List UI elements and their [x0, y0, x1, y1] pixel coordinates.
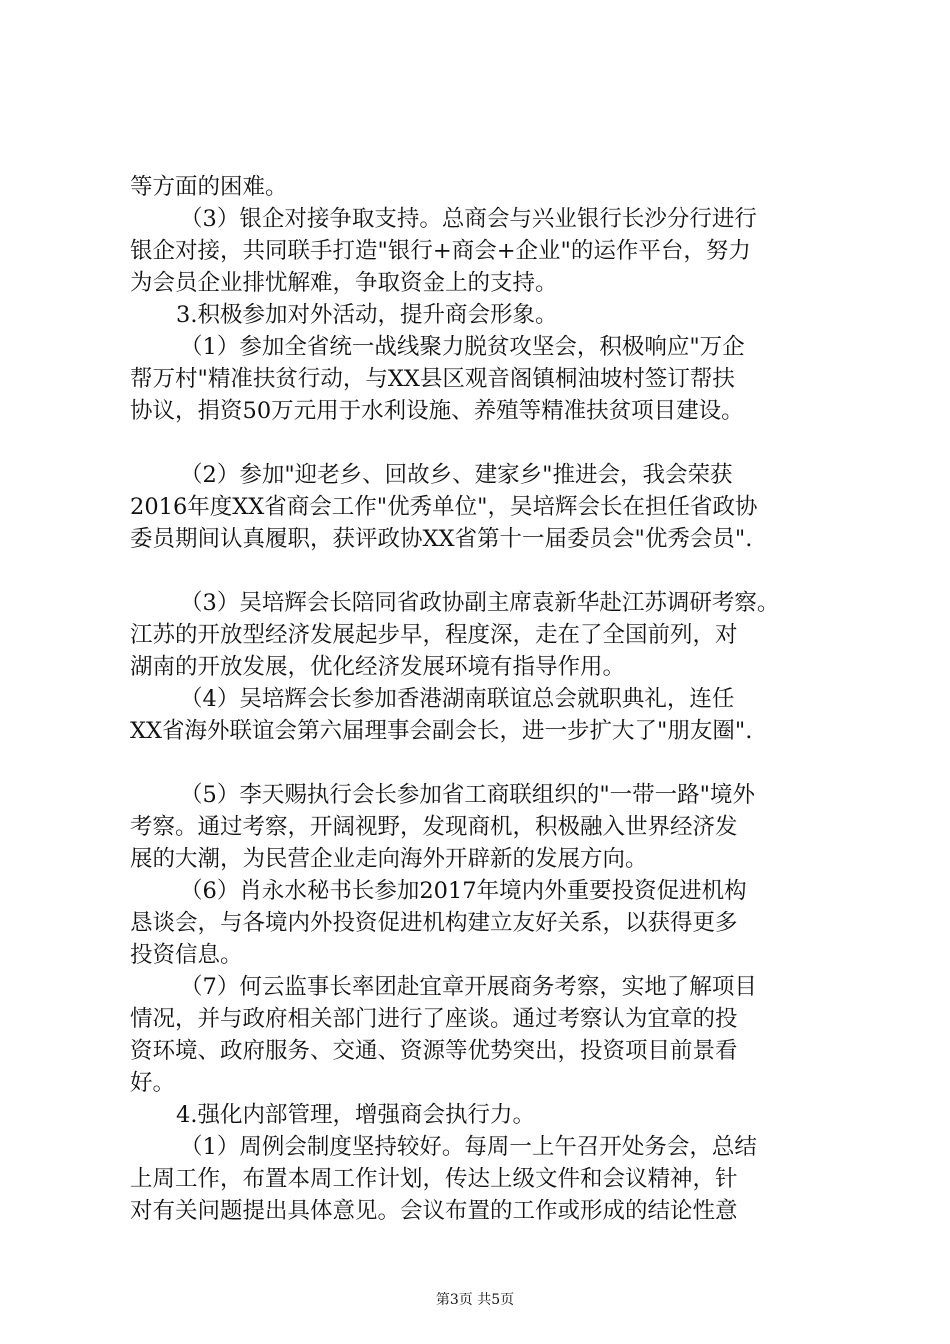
- text-line: （1）参加全省统一战线聚力脱贫攻坚会，积极响应"万企: [180, 334, 745, 360]
- text-line: 好。: [130, 1070, 176, 1096]
- text-line: 等方面的困难。: [130, 174, 288, 200]
- page-footer: 第3页 共5页: [435, 1292, 515, 1308]
- text-line: （6）肖永水秘书长参加2017年境内外重要投资促进机构: [180, 878, 747, 904]
- blank-line: [130, 747, 830, 779]
- text-line: （3）吴培辉会长陪同省政协副主席袁新华赴江苏调研考察。: [180, 590, 780, 616]
- text-line: 考察。通过考察，开阔视野，发现商机，积极融入世界经济发: [130, 814, 738, 840]
- text-line: （5）李天赐执行会长参加省工商联组织的"一带一路"境外: [180, 782, 756, 808]
- text-line: 银企对接，共同联手打造"银行+商会+企业"的运作平台，努力: [130, 238, 751, 264]
- text-line: 委员期间认真履职，获评政协XX省第十一届委员会"优秀会员".: [130, 526, 753, 552]
- text-line: 4.强化内部管理，增强商会执行力。: [176, 1102, 535, 1128]
- text-line: 恳谈会，与各境内外投资促进机构建立友好关系，以获得更多: [130, 910, 738, 936]
- blank-line: [130, 555, 830, 587]
- text-line: 资环境、政府服务、交通、资源等优势突出，投资项目前景看: [130, 1038, 738, 1064]
- text-line: 对有关问题提出具体意见。会议布置的工作或形成的结论性意: [130, 1198, 738, 1224]
- text-line: （4）吴培辉会长参加香港湖南联谊总会就职典礼，连任: [180, 686, 735, 712]
- text-line: （1）周例会制度坚持较好。每周一上午召开处务会，总结: [180, 1134, 757, 1160]
- text-line: XX省海外联谊会第六届理事会副会长，进一步扩大了"朋友圈".: [130, 718, 753, 744]
- text-line: （2）参加"迎老乡、回故乡、建家乡"推进会，我会荣获: [180, 462, 733, 488]
- text-line: 展的大潮，为民营企业走向海外开辟新的发展方向。: [130, 846, 648, 872]
- text-line: 2016年度XX省商会工作"优秀单位"，吴培辉会长在担任省政协: [130, 494, 758, 520]
- document-body: [130, 171, 830, 1227]
- text-line: 情况，并与政府相关部门进行了座谈。通过考察认为宜章的投: [130, 1006, 738, 1032]
- text-line: （7）何云监事长率团赴宜章开展商务考察，实地了解项目: [180, 974, 757, 1000]
- text-line: 3.积极参加对外活动，提升商会形象。: [176, 302, 558, 328]
- text-line: 上周工作，布置本周工作计划，传达上级文件和会议精神，针: [130, 1166, 738, 1192]
- text-line: （3）银企对接争取支持。总商会与兴业银行长沙分行进行: [180, 206, 757, 232]
- text-line: 江苏的开放型经济发展起步早，程度深，走在了全国前列，对: [130, 622, 738, 648]
- text-line: 协议，捐资50万元用于水利设施、养殖等精准扶贫项目建设。: [130, 398, 744, 424]
- text-line: 湖南的开放发展，优化经济发展环境有指导作用。: [130, 654, 626, 680]
- text-line: 为会员企业排忧解难，争取资金上的支持。: [130, 270, 558, 296]
- text-line: 投资信息。: [130, 942, 243, 968]
- text-line: 帮万村"精准扶贫行动，与XX县区观音阁镇桐油坡村签订帮扶: [130, 366, 735, 392]
- blank-line: [130, 427, 830, 459]
